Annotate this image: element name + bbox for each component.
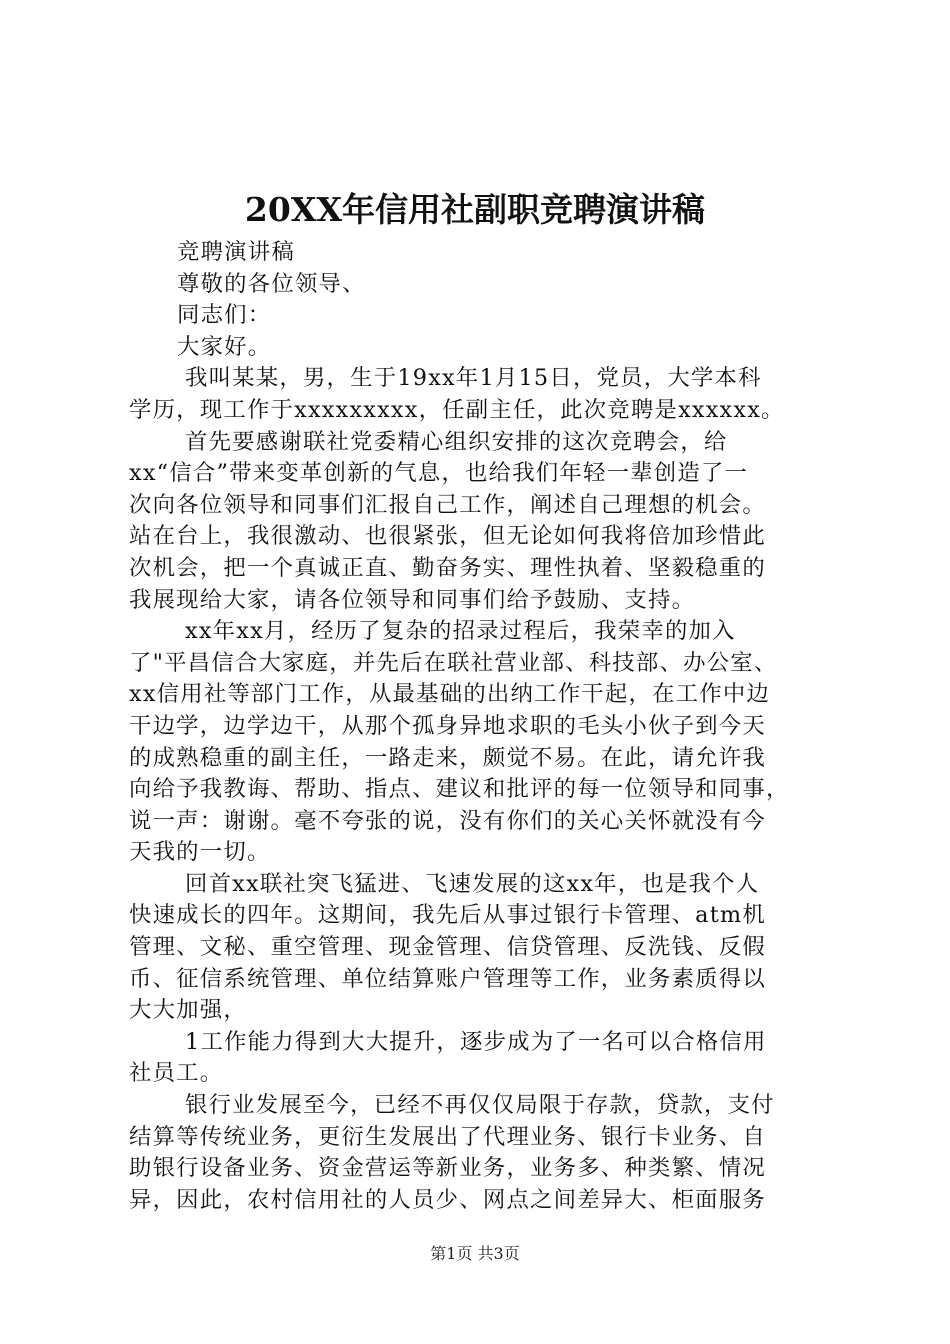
body-line: xx“信合”带来变革创新的气息，也给我们年轻一辈创造了一 [129, 460, 749, 487]
body-line: 的成熟稳重的副主任，一路走来，颇觉不易。在此，请允许我 [129, 744, 766, 771]
body-line: 大大加强， [129, 997, 247, 1024]
body-line: 尊敬的各位领导、 [177, 270, 366, 297]
page-footer: 第1页 共3页 [430, 1244, 520, 1263]
body-line: 快速成长的四年。这期间，我先后从事过银行卡管理、atm机 [129, 902, 766, 929]
body-line: 学历，现工作于xxxxxxxxx，任副主任，此次竞聘是xxxxxx。 [129, 396, 785, 423]
body-line: 管理、文秘、重空管理、现金管理、信贷管理、反洗钱、反假 [129, 934, 766, 961]
body-line: 干边学，边学边干，从那个孤身异地求职的毛头小伙子到今天 [129, 712, 766, 739]
body-line: 社员工。 [129, 1060, 224, 1087]
document-body [129, 237, 833, 1216]
body-line: 竞聘演讲稿 [177, 239, 295, 265]
body-line: 向给予我教诲、帮助、指点、建议和批评的每一位领导和同事， [129, 776, 790, 803]
body-line: 大家好。 [177, 333, 272, 360]
body-line: xx年xx月，经历了复杂的招录过程后，我荣幸的加入 [185, 618, 736, 645]
body-line: 助银行设备业务、资金营运等新业务，业务多、种类繁、情况 [129, 1155, 766, 1182]
body-line: 首先要感谢联社党委精心组织安排的这次竞聘会，给 [185, 428, 728, 455]
body-line: 次向各位领导和同事们汇报自己工作，阐述自己理想的机会。 [129, 491, 766, 518]
body-line: 同志们： [177, 302, 272, 329]
body-line: 回首xx联社突飞猛进、飞速发展的这xx年，也是我个人 [185, 870, 760, 897]
body-line: 说一声：谢谢。毫不夸张的说，没有你们的关心关怀就没有今 [129, 807, 766, 834]
body-line: 站在台上，我很激动、也很紧张，但无论如何我将倍加珍惜此 [129, 523, 766, 550]
document-title: 20XX年信用社副职竞聘演讲稿 [244, 190, 706, 229]
body-line: xx信用社等部门工作，从最基础的出纳工作干起，在工作中边 [129, 681, 771, 708]
body-line: 我展现给大家，请各位领导和同事们给予鼓励、支持。 [129, 586, 696, 613]
body-line: 结算等传统业务，更衍生发展出了代理业务、银行卡业务、自 [129, 1123, 766, 1150]
body-line: 天我的一切。 [129, 839, 271, 866]
body-line: 银行业发展至今，已经不再仅仅局限于存款，贷款，支付 [185, 1092, 775, 1119]
body-line: 了"平昌信合大家庭，并先后在联社营业部、科技部、办公室、 [129, 649, 778, 676]
body-line: 币、征信系统管理、单位结算账户管理等工作，业务素质得以 [129, 965, 766, 992]
body-line: 异，因此，农村信用社的人员少、网点之间差异大、柜面服务 [129, 1186, 766, 1213]
body-line: 1工作能力得到大大提升，逐步成为了一名可以合格信用 [185, 1028, 767, 1055]
body-line: 我叫某某，男，生于19xx年1月15日，党员，大学本科 [185, 365, 762, 392]
body-line: 次机会，把一个真诚正直、勤奋务实、理性执着、坚毅稳重的 [129, 554, 766, 581]
